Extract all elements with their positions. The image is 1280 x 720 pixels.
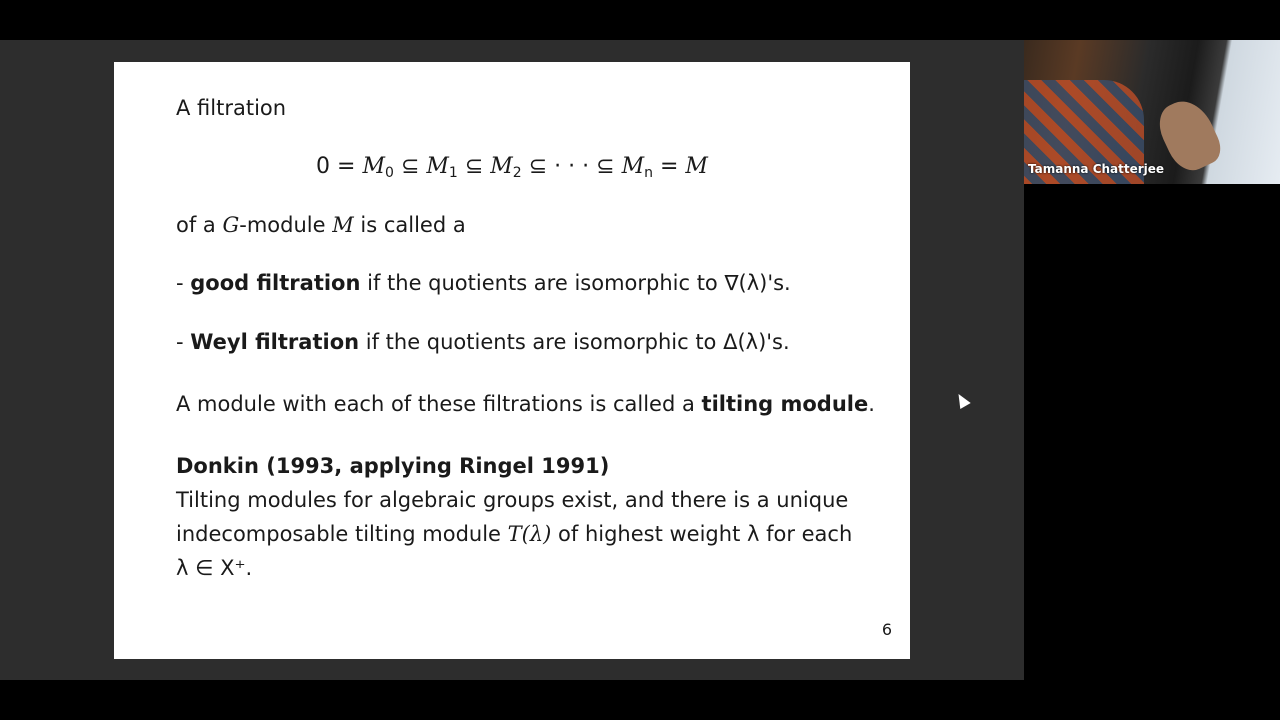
theorem-line-2: indecomposable tilting module T(λ) of highest weight λ for each	[176, 522, 853, 546]
slide-intro: A filtration	[176, 96, 287, 120]
slide-of-module-line: of a G-module M is called a	[176, 213, 466, 237]
participant-video-tile[interactable]	[1024, 40, 1280, 184]
tilting-definition: A module with each of these filtrations is called a tilting module.	[176, 392, 875, 416]
slide	[114, 62, 910, 659]
presentation-stage	[0, 40, 1024, 680]
theorem-line-3: λ ∈ X⁺.	[176, 556, 253, 580]
participant-name: Tamanna Chatterjee	[1028, 162, 1165, 176]
page-number: 6	[881, 620, 892, 639]
theorem-title: Donkin (1993, applying Ringel 1991)	[176, 454, 610, 478]
theorem-line-1: Tilting modules for algebraic groups exist, and there is a unique	[176, 488, 849, 512]
good-filtration-item: - good filtration if the quotients are isomorphic to ∇(λ)'s.	[176, 271, 791, 295]
filtration-equation: $0 = M_0$ ⊆ $M_1$ ⊆ $M_2$ ⊆ · · · ⊆ $M_n = M$	[316, 154, 708, 181]
weyl-filtration-item: - Weyl filtration if the quotients are isomorphic to Δ(λ)'s.	[176, 330, 790, 354]
